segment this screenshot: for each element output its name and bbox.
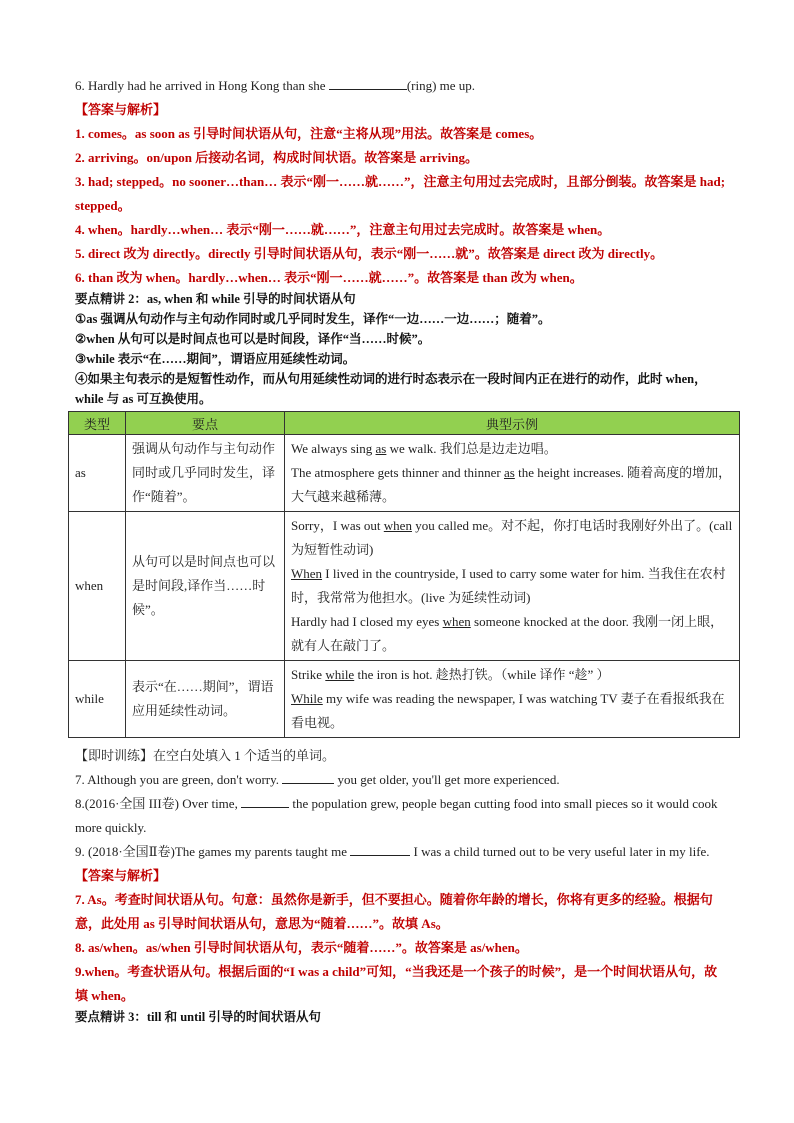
example: We always sing as we walk. 我们总是边走边唱。: [291, 441, 557, 456]
question-9: 9. (2018·全国Ⅱ卷)The games my parents taught me I was a child turned out to be very useful later in my life.: [75, 844, 710, 859]
row-point: 强调从句动作与主句动作同时或几乎同时发生，译作“随着”。: [126, 435, 285, 512]
row-examples: [285, 435, 740, 512]
question-7: 7. Although you are green, don't worry. you get older, you'll get more experienced.: [75, 772, 560, 787]
key-point-2-item-3: ③while 表示“在……期间”，谓语应用延续性动词。: [75, 352, 356, 366]
row-point: 表示“在……期间”，谓语应用延续性动词。: [126, 661, 285, 738]
question-6: [75, 74, 730, 98]
answer-header-2: 【答案与解析】: [75, 868, 167, 883]
answer-1: 1. comes。as soon as 引导时间状语从句，注意“主将从现”用法。故答案是 comes。: [75, 126, 543, 141]
practice-header: 【即时训练】在空白处填入 1 个适当的单词。: [75, 748, 336, 763]
row-examples: [285, 661, 740, 738]
question-6-text-end: (ring) me up.: [406, 78, 476, 93]
key-point-3-title: 要点精讲 3：till 和 until 引导的时间状语从句: [75, 1010, 321, 1024]
table-header-row: [69, 412, 740, 435]
document-page: [75, 74, 733, 1027]
row-type: while: [69, 661, 126, 738]
answer-6: 6. than 改为 when。hardly…when… 表示“刚一……就……”。故答案是 than 改为 when。: [75, 270, 583, 285]
answer-5: 5. direct 改为 directly。directly 引导时间状语从句，表示“刚一……就”。故答案是 direct 改为 directly。: [75, 246, 664, 261]
answer-8: 8. as/when。as/when 引导时间状语从句，表示“随着……”。故答案是 as/when。: [75, 940, 528, 955]
example: Strike while the iron is hot. 趁热打铁。（while 译作 “趁” ）: [291, 667, 610, 682]
answer-header-1: 【答案与解析】: [75, 102, 167, 117]
key-point-2-title: 要点精讲 2：as, when 和 while 引导的时间状语从句: [75, 292, 356, 306]
answer-7: 7. As。考查时间状语从句。句意：虽然你是新手，但不要担心。随着你年龄的增长，你将有更多的经验。根据句意，此处用 as 引导时间状语从句，意思为“随着……”。故填 As。: [75, 892, 713, 931]
question-9-blank[interactable]: [350, 842, 410, 856]
row-point: 从句可以是时间点也可以是时间段,译作当……时候”。: [126, 512, 285, 661]
question-6-text: 6. Hardly had he arrived in Hong Kong than she: [75, 78, 329, 93]
comparison-table: [68, 411, 740, 738]
key-point-2-item-4: ④如果主句表示的是短暂性动作，而从句用延续性动词的进行时态表示在一段时间内正在进行的动作，此时 when，while 与 as 可互换使用。: [75, 372, 707, 406]
example: When I lived in the countryside, I used to carry some water for him. 当我住在农村时，我常常为他担水。(live 为延续性动词): [291, 566, 726, 605]
example: While my wife was reading the newspaper, I was watching TV 妻子在看报纸我在看电视。: [291, 691, 725, 730]
header-point: 要点: [126, 412, 285, 435]
answer-4: 4. when。hardly…when… 表示“刚一……就……”，注意主句用过去完成时。故答案是 when。: [75, 222, 611, 237]
answer-3: 3. had; stepped。no sooner…than… 表示“刚一……就……”，注意主句用过去完成时，且部分倒装。故答案是 had; stepped。: [75, 174, 726, 213]
row-type: as: [69, 435, 126, 512]
question-8-blank[interactable]: [241, 794, 289, 808]
question-8: 8.(2016·全国 III卷) Over time, the population grew, people began cutting food into small pieces so it would cook more quickly.: [75, 796, 718, 835]
row-examples: [285, 512, 740, 661]
question-6-blank[interactable]: [329, 76, 407, 90]
table-row: [69, 435, 740, 512]
table-row: [69, 661, 740, 738]
example: Hardly had I closed my eyes when someone knocked at the door. 我刚一闭上眼，就有人在敲门了。: [291, 614, 724, 653]
table-row: [69, 512, 740, 661]
question-7-blank[interactable]: [282, 770, 334, 784]
header-example: 典型示例: [285, 412, 740, 435]
answer-2: 2. arriving。on/upon 后接动名词，构成时间状语。故答案是 arriving。: [75, 150, 479, 165]
header-type: 类型: [69, 412, 126, 435]
key-point-2-item-2: ②when 从句可以是时间点也可以是时间段，译作“当……时候”。: [75, 332, 431, 346]
answer-9: 9.when。考查状语从句。根据后面的“I was a child”可知，“当我还是一个孩子的时候”，是一个时间状语从句，故填 when。: [75, 964, 718, 1003]
row-type: when: [69, 512, 126, 661]
example: Sorry，I was out when you called me。对不起，你打电话时我刚好外出了。(call 为短暂性动词): [291, 518, 733, 557]
key-point-2-item-1: ①as 强调从句动作与主句动作同时或几乎同时发生，译作“一边……一边……；随着”。: [75, 312, 551, 326]
example: The atmosphere gets thinner and thinner as the height increases. 随着高度的增加，大气越来越稀薄。: [291, 465, 732, 504]
